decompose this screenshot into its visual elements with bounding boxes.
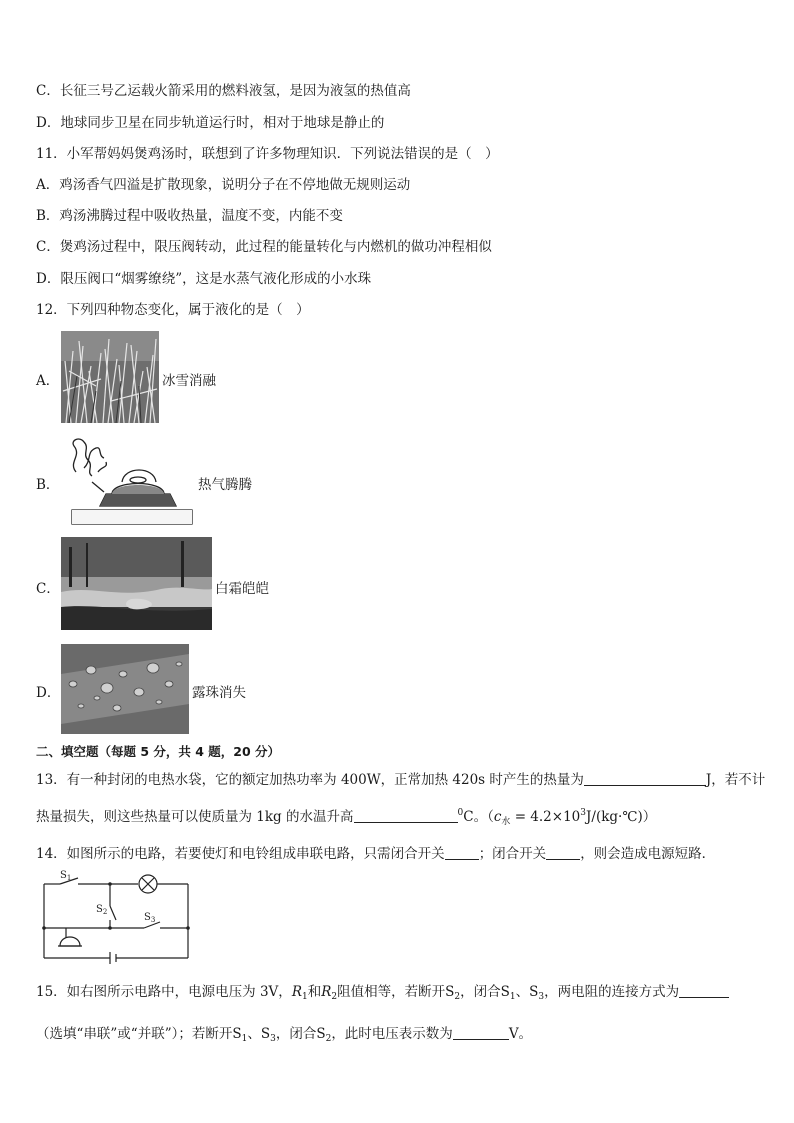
q11-option-b: B．鸡汤沸腾过程中吸收热量，温度不变，内能不变 xyxy=(36,208,343,224)
option-c-text: C．长征三号乙运载火箭采用的燃料液氢，是因为液氢的热值高 xyxy=(36,83,411,99)
q11-option-d: D．限压阀口“烟雾缭绕”，这是水蒸气液化形成的小水珠 xyxy=(36,271,372,287)
circuit-diagram xyxy=(40,868,192,968)
svg-text:S1: $S_1$ xyxy=(60,870,72,882)
section-2-title: 二、填空题（每题 5 分，共 4 题，20 分） xyxy=(36,744,281,759)
q12-option-a-caption: 冰雪消融 xyxy=(162,373,216,389)
white-frost-image xyxy=(61,537,212,630)
option-d-text: D．地球同步卫星在同步轨道运行时，相对于地球是静止的 xyxy=(36,115,385,131)
question-14: 14．如图所示的电路，若要使灯和电铃组成串联电路，只需闭合开关 ；闭合开关 ，则会造成电源短路． xyxy=(36,846,716,862)
q12-option-d-letter: D． xyxy=(36,685,61,701)
question-12: 12．下列四种物态变化，属于液化的是（ ） xyxy=(36,302,310,318)
question-11: 11．小军帮妈妈煲鸡汤时，联想到了许多物理知识．下列说法错误的是（ ） xyxy=(36,146,499,162)
q11-option-a: A．鸡汤香气四溢是扩散现象，说明分子在不停地做无规则运动 xyxy=(36,177,411,193)
answer-blank[interactable] xyxy=(354,808,458,823)
question-13-line1: 13．有一种封闭的电热水袋，它的额定加热功率为 400W，正常加热 420s 时产生的热量为 J，若不计 xyxy=(36,772,766,788)
svg-text:S3: $S_3$ xyxy=(144,912,156,924)
q12-option-d-caption: 露珠消失 xyxy=(192,685,246,701)
q12-option-c-caption: 白霜皑皑 xyxy=(215,581,269,597)
answer-blank[interactable] xyxy=(453,1025,509,1040)
dew-drops-image xyxy=(61,644,189,734)
answer-blank[interactable] xyxy=(584,771,706,786)
q12-option-a-letter: A． xyxy=(36,373,60,389)
question-15-line2: （选填“串联”或“并联”）；若断开$S_1$、$S_3$，闭合$S_2$，此时电压表示数为 V。 xyxy=(36,1026,533,1044)
q12-option-b-letter: B． xyxy=(36,477,60,493)
answer-blank[interactable] xyxy=(445,845,479,860)
question-13-line2: 热量损失，则这些热量可以使质量为 1kg 的水温升高 $^0$C。（$c_水$ = $4.2\times 10^3J/(kg\cdot℃)$） xyxy=(36,808,657,827)
svg-text:S2: $S_2$ xyxy=(96,904,108,916)
answer-blank[interactable] xyxy=(679,983,729,998)
q11-option-c: C．煲鸡汤过程中，限压阀转动，此过程的能量转化与内燃机的做功冲程相似 xyxy=(36,239,492,255)
kettle-steam-image xyxy=(62,432,196,526)
answer-blank[interactable] xyxy=(546,845,580,860)
q12-option-c-letter: C． xyxy=(36,581,60,597)
frost-grass-image xyxy=(61,331,159,423)
question-15-line1: 15．如右图所示电路中，电源电压为 3V，$R_1$和$R_2$阻值相等，若断开$S_2$，闭合$S_1$、$S_3$，两电阻的连接方式为 xyxy=(36,983,729,1006)
q12-option-b-caption: 热气腾腾 xyxy=(198,477,252,493)
